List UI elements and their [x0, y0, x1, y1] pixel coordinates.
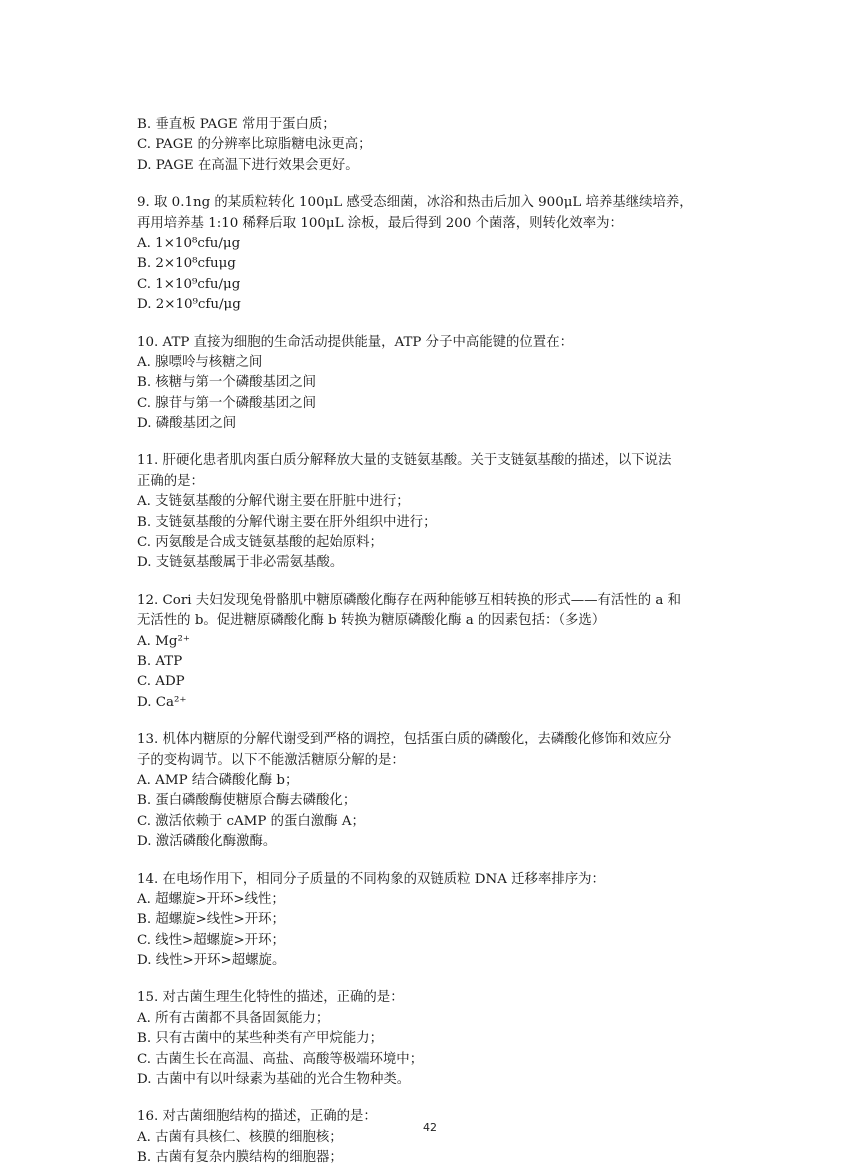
- option-d: D. 支链氨基酸属于非必需氨基酸。: [137, 555, 344, 571]
- option-a: A. 腺嘌呤与核糖之间: [137, 354, 263, 370]
- question-stem: 正确的是：: [137, 473, 204, 489]
- option-a: A. 古菌有具核仁、核膜的细胞核；: [137, 1129, 343, 1145]
- question-stem: 11. 肝硬化患者肌肉蛋白质分解释放大量的支链氨基酸。关于支链氨基酸的描述，以下说法: [137, 453, 672, 469]
- text-line: C. PAGE 的分辨率比琼脂糖电泳更高；: [137, 137, 372, 153]
- option-b: B. 古菌有复杂内膜结构的细胞器；: [137, 1150, 343, 1166]
- question-13: [137, 730, 749, 852]
- option-a: A. 超螺旋>开环>线性；: [137, 891, 285, 907]
- question-stem: 12. Cori 夫妇发现兔骨骼肌中糖原磷酸化酶存在两种能够互相转换的形式——有活性的 a 和: [137, 592, 681, 608]
- option-c: C. ADP: [137, 674, 185, 690]
- option-a: A. 1×10⁸cfu/μg: [137, 235, 241, 251]
- option-b: B. 只有古菌中的某些种类有产甲烷能力；: [137, 1031, 383, 1047]
- question-stem: 9. 取 0.1ng 的某质粒转化 100μL 感受态细菌，冰浴和热击后加入 900μL 培养基继续培养，: [137, 195, 693, 211]
- option-d: D. 磷酸基团之间: [137, 416, 237, 432]
- question-15: [137, 988, 749, 1090]
- option-c: C. 激活依赖于 cAMP 的蛋白激酶 A；: [137, 813, 365, 829]
- option-c: C. 丙氨酸是合成支链氨基酸的起始原料；: [137, 535, 383, 551]
- option-c: C. 古菌生长在高温、高盐、高酸等极端环境中；: [137, 1051, 424, 1067]
- option-a: A. 所有古菌都不具备固氮能力；: [137, 1010, 330, 1026]
- page-number: 42: [423, 1121, 437, 1134]
- option-c: C. 1×10⁹cfu/μg: [137, 276, 241, 292]
- question-stem: 再用培养基 1:10 稀释后取 100μL 涂板，最后得到 200 个菌落，则转化效率为：: [137, 215, 623, 231]
- question-11: [137, 451, 749, 573]
- question-stem: 无活性的 b。促进糖原磷酸化酶 b 转换为糖原磷酸化酶 a 的因素包括：（多选）: [137, 613, 606, 629]
- option-a: A. Mg²⁺: [137, 633, 190, 649]
- option-d: D. 激活磷酸化酶激酶。: [137, 834, 277, 850]
- question-14: [137, 870, 749, 972]
- text-line: D. PAGE 在高温下进行效果会更好。: [137, 157, 359, 173]
- question-16: [137, 1107, 749, 1168]
- option-c: C. 腺苷与第一个磷酸基团之间: [137, 395, 316, 411]
- question-stem: 16. 对古菌细胞结构的描述，正确的是：: [137, 1109, 377, 1125]
- option-b: B. 2×10⁸cfuμg: [137, 256, 236, 272]
- option-d: D. Ca²⁺: [137, 694, 187, 710]
- page-content: [137, 115, 749, 1169]
- question-12: [137, 591, 749, 713]
- option-c: C. 线性>超螺旋>开环；: [137, 932, 285, 948]
- option-a: A. AMP 结合磷酸化酶 b；: [137, 772, 299, 788]
- option-d: D. 2×10⁹cfu/μg: [137, 297, 241, 313]
- option-a: A. 支链氨基酸的分解代谢主要在肝脏中进行；: [137, 494, 410, 510]
- option-d: D. 古菌中有以叶绿素为基础的光合生物种类。: [137, 1072, 411, 1088]
- question-stem: 10. ATP 直接为细胞的生命活动提供能量，ATP 分子中高能键的位置在：: [137, 334, 573, 350]
- question-10: [137, 333, 749, 435]
- option-d: D. 线性>开环>超螺旋。: [137, 953, 286, 969]
- text-line: B. 垂直板 PAGE 常用于蛋白质；: [137, 117, 336, 132]
- option-b: B. 蛋白磷酸酶使糖原合酶去磷酸化；: [137, 793, 357, 809]
- question-stem: 14. 在电场作用下，相同分子质量的不同构象的双链质粒 DNA 迁移率排序为：: [137, 871, 605, 887]
- question-8-continuation: [137, 115, 749, 176]
- question-stem: 13. 机体内糖原的分解代谢受到严格的调控，包括蛋白质的磷酸化，去磷酸化修饰和效应分: [137, 732, 672, 748]
- option-b: B. ATP: [137, 653, 183, 669]
- option-b: B. 支链氨基酸的分解代谢主要在肝外组织中进行；: [137, 514, 437, 530]
- option-b: B. 超螺旋>线性>开环；: [137, 912, 285, 928]
- option-b: B. 核糖与第一个磷酸基团之间: [137, 375, 317, 391]
- question-stem: 子的变构调节。以下不能激活糖原分解的是：: [137, 752, 405, 768]
- question-stem: 15. 对古菌生理生化特性的描述，正确的是：: [137, 990, 404, 1006]
- question-9: [137, 193, 749, 315]
